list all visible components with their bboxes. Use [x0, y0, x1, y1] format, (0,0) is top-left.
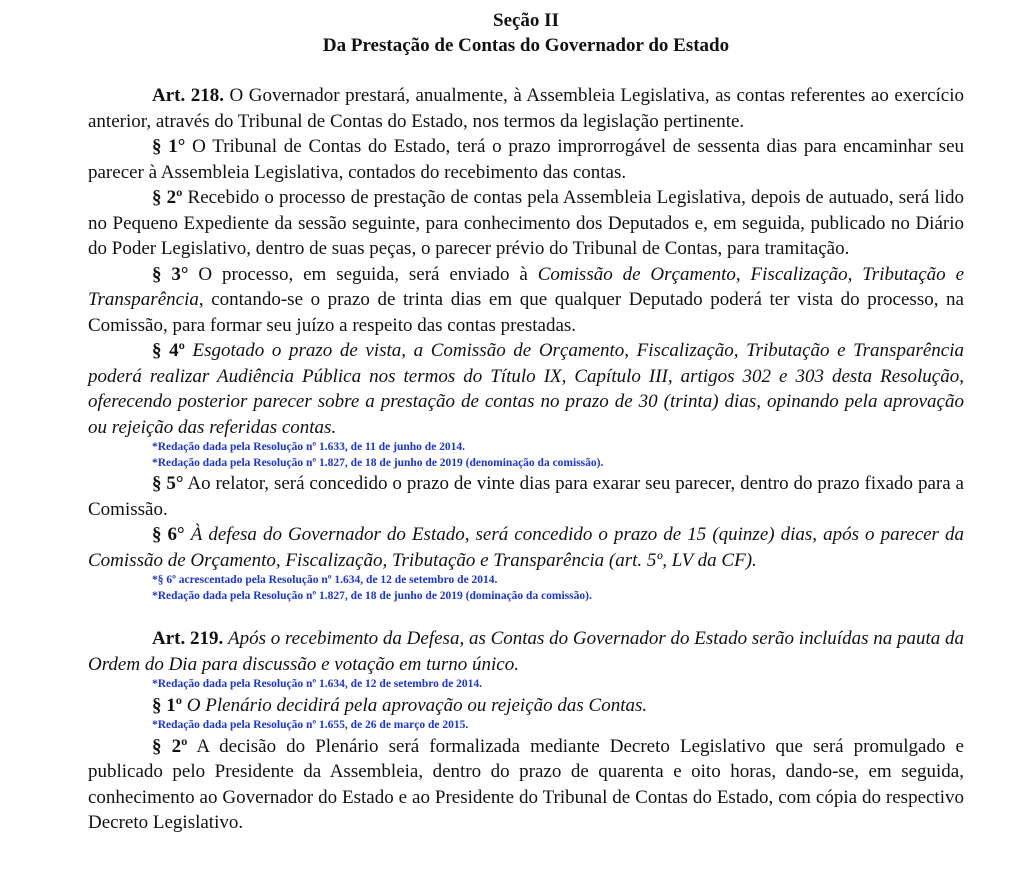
paragraph-text: Ao relator, será concedido o prazo de vinte dias para exarar seu parecer, dentro do prazo fixado para a Comissão.	[88, 473, 964, 520]
paragraph-label: § 5°	[152, 473, 184, 494]
paragraph-label: § 6°	[152, 524, 185, 545]
paragraph-label: § 1º	[152, 694, 183, 716]
paragraph-text: Esgotado o prazo de vista, a Comissão de Orçamento, Fiscalização, Tributação e Transparência poderá realizar Audiência Pública nos termos do Título IX, Capítulo III, artigos 302 e 303 desta Resolução, oferecendo posterior parecer sobre a prestação de contas no prazo de 30 (trinta) dias, opinando pela aprovação ou rejeição das referidas contas.	[88, 340, 964, 438]
art-219-label: Art. 219.	[152, 628, 224, 649]
paragraph-label: § 1°	[152, 136, 186, 157]
art-219	[88, 626, 964, 677]
paragraph-text: O Plenário decidirá pela aprovação ou rejeição das Contas.	[186, 694, 648, 716]
amendment-note: *Redação dada pela Resolução nº 1.827, de 18 de junho de 2019 (dominação da comissão).	[152, 589, 592, 602]
amendment-note: *Redação dada pela Resolução nº 1.827, de 18 de junho de 2019 (denominação da comissão).	[152, 456, 604, 469]
art-218-paragraph-6	[88, 522, 964, 573]
paragraph-text-cont: , contando-se o prazo de trinta dias em que qualquer Deputado poderá ter vista do processo, na Comissão, para formar seu juízo a respeito das contas prestadas.	[88, 289, 964, 336]
art-218-text: O Governador prestará, anualmente, à Assembleia Legislativa, as contas referentes ao exercício anterior, através do Tribunal de Contas do Estado, nos termos da legislação pertinente.	[88, 85, 965, 132]
spacer	[88, 58, 964, 83]
paragraph-label: § 2º	[152, 187, 183, 208]
paragraph-text: Recebido o processo de prestação de contas pela Assembleia Legislativa, depois de autuado, será lido no Pequeno Expediente da sessão seguinte, para conhecimento dos Deputados e, em seguida, publicado no Diário do Poder Legislativo, dentro de suas peças, o parecer prévio do Tribunal de Contas, para tramitação.	[88, 187, 964, 259]
paragraph-label: § 2º	[152, 735, 188, 757]
art-218	[88, 83, 964, 134]
paragraph-text: À defesa do Governador do Estado, será concedido o prazo de 15 (quinze) dias, após o parecer da Comissão de Orçamento, Fiscalização, Tributação e Transparência (art. 5º, LV da CF).	[88, 524, 965, 571]
spacer	[88, 604, 964, 626]
committee-name: Comissão de Orçamento, Fiscalização, Tributação e Transparência	[88, 263, 965, 310]
art-218-paragraph-3	[88, 262, 964, 339]
amendment-note: *Redação dada pela Resolução nº 1.634, de 12 de setembro de 2014.	[152, 678, 483, 690]
amendment-note: *Redação dada pela Resolução nº 1.633, de 11 de junho de 2014.	[152, 441, 466, 453]
paragraph-text: O Tribunal de Contas do Estado, terá o prazo improrrogável de sessenta dias para encaminhar seu parecer à Assembleia Legislativa, contados do recebimento das contas.	[88, 136, 964, 183]
amendment-note: *§ 6º acrescentado pela Resolução nº 1.634, de 12 de setembro de 2014.	[152, 574, 498, 586]
paragraph-text: A decisão do Plenário será formalizada mediante Decreto Legislativo que será promulgado e publicado pelo Presidente da Assembleia, dentro do prazo de quarenta e oito horas, dando-se, em seguida, conhecimento ao Governador do Estado e ao Presidente do Tribunal de Contas do Estado, com cópia do respectivo Decreto Legislativo.	[88, 735, 964, 833]
art-218-paragraph-5	[88, 471, 964, 522]
paragraph-text: O processo, em seguida, será enviado à	[198, 263, 528, 285]
paragraph-label: § 4º	[152, 340, 185, 361]
paragraph-label: § 3°	[152, 263, 189, 285]
section-subtitle: Da Prestação de Contas do Governador do Estado	[322, 35, 730, 56]
section-title: Seção II	[493, 10, 559, 31]
art-218-label: Art. 218.	[152, 85, 225, 106]
art-218-paragraph-2	[88, 185, 964, 262]
art-218-paragraph-1	[88, 134, 964, 185]
art-218-paragraph-4	[88, 338, 964, 440]
art-219-paragraph-1	[88, 693, 964, 719]
art-219-paragraph-2	[88, 734, 964, 836]
art-219-text: Após o recebimento da Defesa, as Contas do Governador do Estado serão incluídas na pauta da Ordem do Dia para discussão e votação em turno único.	[88, 628, 965, 675]
amendment-note: *Redação dada pela Resolução nº 1.655, de 26 de março de 2015.	[152, 719, 469, 731]
